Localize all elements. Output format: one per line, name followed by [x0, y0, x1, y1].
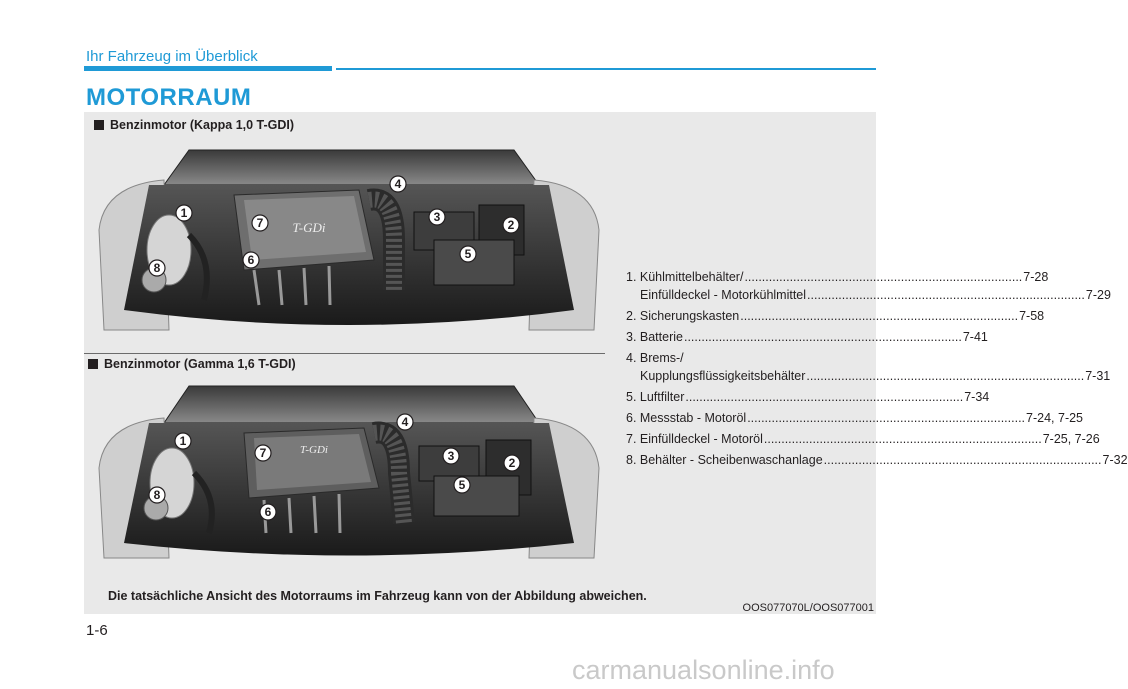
legend-item: [626, 286, 1111, 304]
callout-5: [460, 246, 476, 262]
callout-4: [397, 414, 413, 430]
figure-1-title-text: Benzinmotor (Kappa 1,0 T-GDI): [110, 118, 295, 132]
callout-3: [443, 448, 459, 464]
legend-item: [626, 268, 1049, 286]
svg-text:1: 1: [180, 206, 188, 220]
header-rule-thin: [336, 68, 876, 70]
legend-item-label: 2. Sicherungskasten: [626, 309, 740, 323]
svg-text:4: 4: [394, 177, 402, 191]
legend-item: [626, 307, 1045, 325]
legend-leader-dots: [685, 349, 873, 367]
callout-1: [175, 433, 191, 449]
callout-5: [454, 477, 470, 493]
legend-item-page: 7-31: [1085, 369, 1111, 383]
page-title: MOTORRAUM: [86, 84, 252, 111]
svg-text:5: 5: [458, 478, 466, 492]
legend-item-page: 7-34: [964, 390, 990, 404]
legend-item-page: 7-24, 7-25: [1026, 411, 1084, 425]
legend-item-page: 7-32: [1102, 453, 1128, 467]
callout-6: [260, 504, 276, 520]
legend-item-page: 7-41: [962, 330, 988, 344]
legend-item-label: Kupplungsflüssigkeitsbehälter: [640, 369, 806, 383]
svg-text:1: 1: [179, 434, 187, 448]
svg-text:6: 6: [247, 253, 255, 267]
legend-item: [626, 430, 1100, 448]
legend-item: [626, 388, 990, 406]
section-header: Ihr Fahrzeug im Überblick: [86, 48, 258, 65]
legend-item-label: 6. Messstab - Motoröl: [626, 411, 747, 425]
legend-item-page: 7-58: [1019, 309, 1045, 323]
legend-leader-dots: ................................................................................: [740, 309, 1019, 323]
svg-text:7: 7: [256, 216, 264, 230]
legend-item-label: 4. Brems-/: [626, 351, 684, 365]
legend-leader-dots: ................................................................................: [747, 411, 1026, 425]
legend-item-page: 7-28: [1023, 270, 1049, 284]
svg-text:2: 2: [507, 218, 515, 232]
callout-8: [149, 487, 165, 503]
callout-6: [243, 252, 259, 268]
svg-text:8: 8: [153, 261, 161, 275]
legend-item-label: 3. Batterie: [626, 330, 683, 344]
svg-text:3: 3: [433, 210, 441, 224]
engine-illustration-kappa: [94, 140, 604, 340]
image-code: OOS077070L/OOS077001: [742, 602, 874, 614]
legend-item: [626, 349, 874, 367]
header-rule-thick: [84, 66, 332, 71]
legend-item-label: 1. Kühlmittelbehälter/: [626, 270, 744, 284]
legend-leader-dots: ................................................................................: [823, 453, 1102, 467]
svg-text:4: 4: [401, 415, 409, 429]
callout-7: [252, 215, 268, 231]
callout-8: [149, 260, 165, 276]
legend-list: [626, 268, 1128, 469]
figure-2-title: [88, 357, 296, 371]
legend-item: [626, 409, 1084, 427]
legend-item: [626, 328, 988, 346]
watermark: carmanualsonline.info: [572, 655, 835, 685]
legend-leader-dots: ................................................................................: [685, 390, 964, 404]
figure-2-title-text: Benzinmotor (Gamma 1,6 T-GDI): [104, 357, 296, 371]
legend-leader-dots: ................................................................................: [683, 330, 962, 344]
callout-2: [503, 217, 519, 233]
callout-4: [390, 176, 406, 192]
legend-item: [626, 451, 1128, 469]
callout-3: [429, 209, 445, 225]
legend-item-page: 7-29: [1085, 288, 1111, 302]
svg-text:7: 7: [259, 446, 267, 460]
legend-item: [626, 367, 1111, 385]
engine-illustration-gamma: [94, 378, 604, 578]
legend-leader-dots: ................................................................................: [744, 270, 1023, 284]
engine-badge: T-GDi: [300, 444, 328, 456]
svg-text:6: 6: [264, 505, 272, 519]
svg-text:8: 8: [153, 488, 161, 502]
legend-item-label: 7. Einfülldeckel - Motoröl: [626, 432, 763, 446]
legend-leader-dots: ................................................................................: [806, 369, 1085, 383]
svg-text:2: 2: [508, 456, 516, 470]
legend-item-label: Einfülldeckel - Motorkühlmittel: [640, 288, 807, 302]
legend-leader-dots: ................................................................................: [807, 288, 1085, 302]
figure-divider: [84, 353, 605, 354]
svg-text:5: 5: [464, 247, 472, 261]
svg-text:3: 3: [447, 449, 455, 463]
figure-1-title: [94, 118, 294, 132]
legend-leader-dots: ................................................................................: [763, 432, 1042, 446]
bullet-square-icon: [88, 359, 98, 369]
legend-item-page: 7-25, 7-26: [1042, 432, 1100, 446]
figure-caption: Die tatsächliche Ansicht des Motorraums im Fahrzeug kann von der Abbildung abweichen.: [108, 589, 647, 603]
legend-item-label: 8. Behälter - Scheibenwaschanlage: [626, 453, 823, 467]
legend-item-label: 5. Luftfilter: [626, 390, 685, 404]
page-number: 1-6: [86, 622, 108, 639]
callout-1: [176, 205, 192, 221]
callout-7: [255, 445, 271, 461]
bullet-square-icon: [94, 120, 104, 130]
engine-badge: T-GDi: [292, 220, 326, 235]
callout-2: [504, 455, 520, 471]
